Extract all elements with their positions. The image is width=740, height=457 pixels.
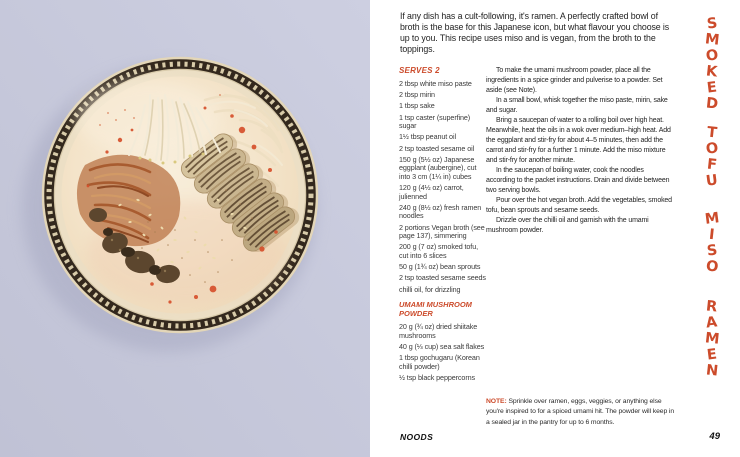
powder-ingredients-list xyxy=(399,323,489,382)
ingredient-item: ½ tsp black peppercorns xyxy=(399,372,476,382)
method-paragraph: Bring a saucepan of water to a rolling boil over high heat. Meanwhile, heat the oils in a wok over medium–high heat. Add the eggplant and stir-fry for about 4–5 minutes, then add the carrot and stir-fry for a further 1 minute. Add the miso mixture and stir-fry for another minute. xyxy=(486,117,671,164)
title-letter: E xyxy=(706,79,718,97)
ingredient-item: 2 tsp toasted sesame oil xyxy=(399,143,475,153)
method-paragraph: Pour over the hot vegan broth. Add the vegetables, smoked tofu, bean sprouts and sesame seeds. xyxy=(486,197,672,214)
ingredient-item: 20 g (¾ oz) dried shiitake mushrooms xyxy=(399,322,478,340)
ingredient-item: 150 g (5½ oz) Japanese eggplant (aubergine), cut into 3 cm (1¼ in) cubes xyxy=(399,154,477,181)
chapter-footer: NOODS xyxy=(400,432,434,442)
ingredient-item: 2 tbsp mirin xyxy=(399,90,435,100)
ingredient-item: 2 tbsp white miso paste xyxy=(399,79,472,88)
recipe-page xyxy=(370,0,740,457)
method-paragraph: In the saucepan of boiling water, cook the noodles according to the packet instructions. Drain and divide between two serving bowls. xyxy=(486,167,670,194)
ingredient-item: 2 portions Vegan broth (see page 137), simmering xyxy=(399,222,485,241)
title-letter: N xyxy=(705,362,719,380)
note-text: Sprinkle over ramen, eggs, veggies, or anything else you're inspired to for a spiced umami hit. The powder will keep in a sealed jar in the pantry for up to 6 months. xyxy=(486,398,675,426)
title-letter: M xyxy=(703,31,721,49)
title-letter: M xyxy=(703,210,721,228)
ingredient-item: 40 g (⅓ cup) sea salt flakes xyxy=(399,341,485,351)
ingredient-item: 50 g (1¾ oz) bean sprouts xyxy=(399,262,481,272)
title-word xyxy=(706,125,718,189)
title-letter: M xyxy=(703,330,721,348)
method-column xyxy=(486,66,672,236)
ingredient-item: 240 g (8½ oz) fresh ramen noodles xyxy=(399,202,482,221)
title-word xyxy=(705,16,719,112)
title-word xyxy=(705,299,719,379)
ingredients-column xyxy=(399,66,489,385)
ingredients-list xyxy=(399,80,489,294)
title-letter: R xyxy=(705,298,719,316)
page-number: 49 xyxy=(709,431,720,442)
recipe-intro: If any dish has a cult-following, it's ramen. A perfectly crafted bowl of broth is the base for this Japanese icon, but what flavour you choose is up to you. This recipe uses miso and is vegan, from the broth to the toppings. xyxy=(400,11,670,54)
ingredient-item: 120 g (4½ oz) carrot, julienned xyxy=(399,183,464,201)
title-letter: S xyxy=(705,242,719,260)
ingredient-item: chilli oil, for drizzling xyxy=(399,284,461,294)
recipe-note xyxy=(486,397,678,428)
method-paragraph: Drizzle over the chilli oil and garnish with the umami mushroom powder. xyxy=(486,217,649,234)
ingredient-item: 2 tsp toasted sesame seeds xyxy=(399,273,486,283)
serves-label: SERVES 2 xyxy=(399,66,440,75)
powder-heading: UMAMI MUSHROOM POWDER xyxy=(399,300,472,319)
ingredient-item: 1 tbsp sake xyxy=(399,101,435,111)
title-letter: A xyxy=(705,314,719,332)
title-letter: O xyxy=(705,258,719,276)
recipe-title-vertical xyxy=(696,16,728,379)
title-letter: D xyxy=(705,95,719,113)
title-letter: O xyxy=(704,140,720,158)
ingredient-item: 1½ tbsp peanut oil xyxy=(399,132,456,142)
ingredient-item: 200 g (7 oz) smoked tofu, cut into 6 slices xyxy=(399,242,479,261)
method-paragraph: In a small bowl, whisk together the miso paste, mirin, sake and sugar. xyxy=(486,97,668,114)
ingredient-item: 1 tsp caster (superfine) sugar xyxy=(399,112,471,131)
title-letter: U xyxy=(705,172,719,190)
title-letter: E xyxy=(706,346,718,364)
title-letter: T xyxy=(706,124,718,142)
ingredient-item: 1 tbsp gochugaru (Korean chilli powder) xyxy=(399,353,480,371)
title-letter: I xyxy=(708,226,716,244)
title-letter: F xyxy=(706,156,718,174)
method-paragraph: To make the umami mushroom powder, place all the ingredients in a spice grinder and pulverise to a powder. Set aside (see Note). xyxy=(486,67,663,94)
note-label: NOTE: xyxy=(486,398,507,405)
title-letter: K xyxy=(705,63,719,81)
title-word xyxy=(705,211,719,275)
title-letter: S xyxy=(705,15,719,33)
title-letter: O xyxy=(704,47,720,65)
